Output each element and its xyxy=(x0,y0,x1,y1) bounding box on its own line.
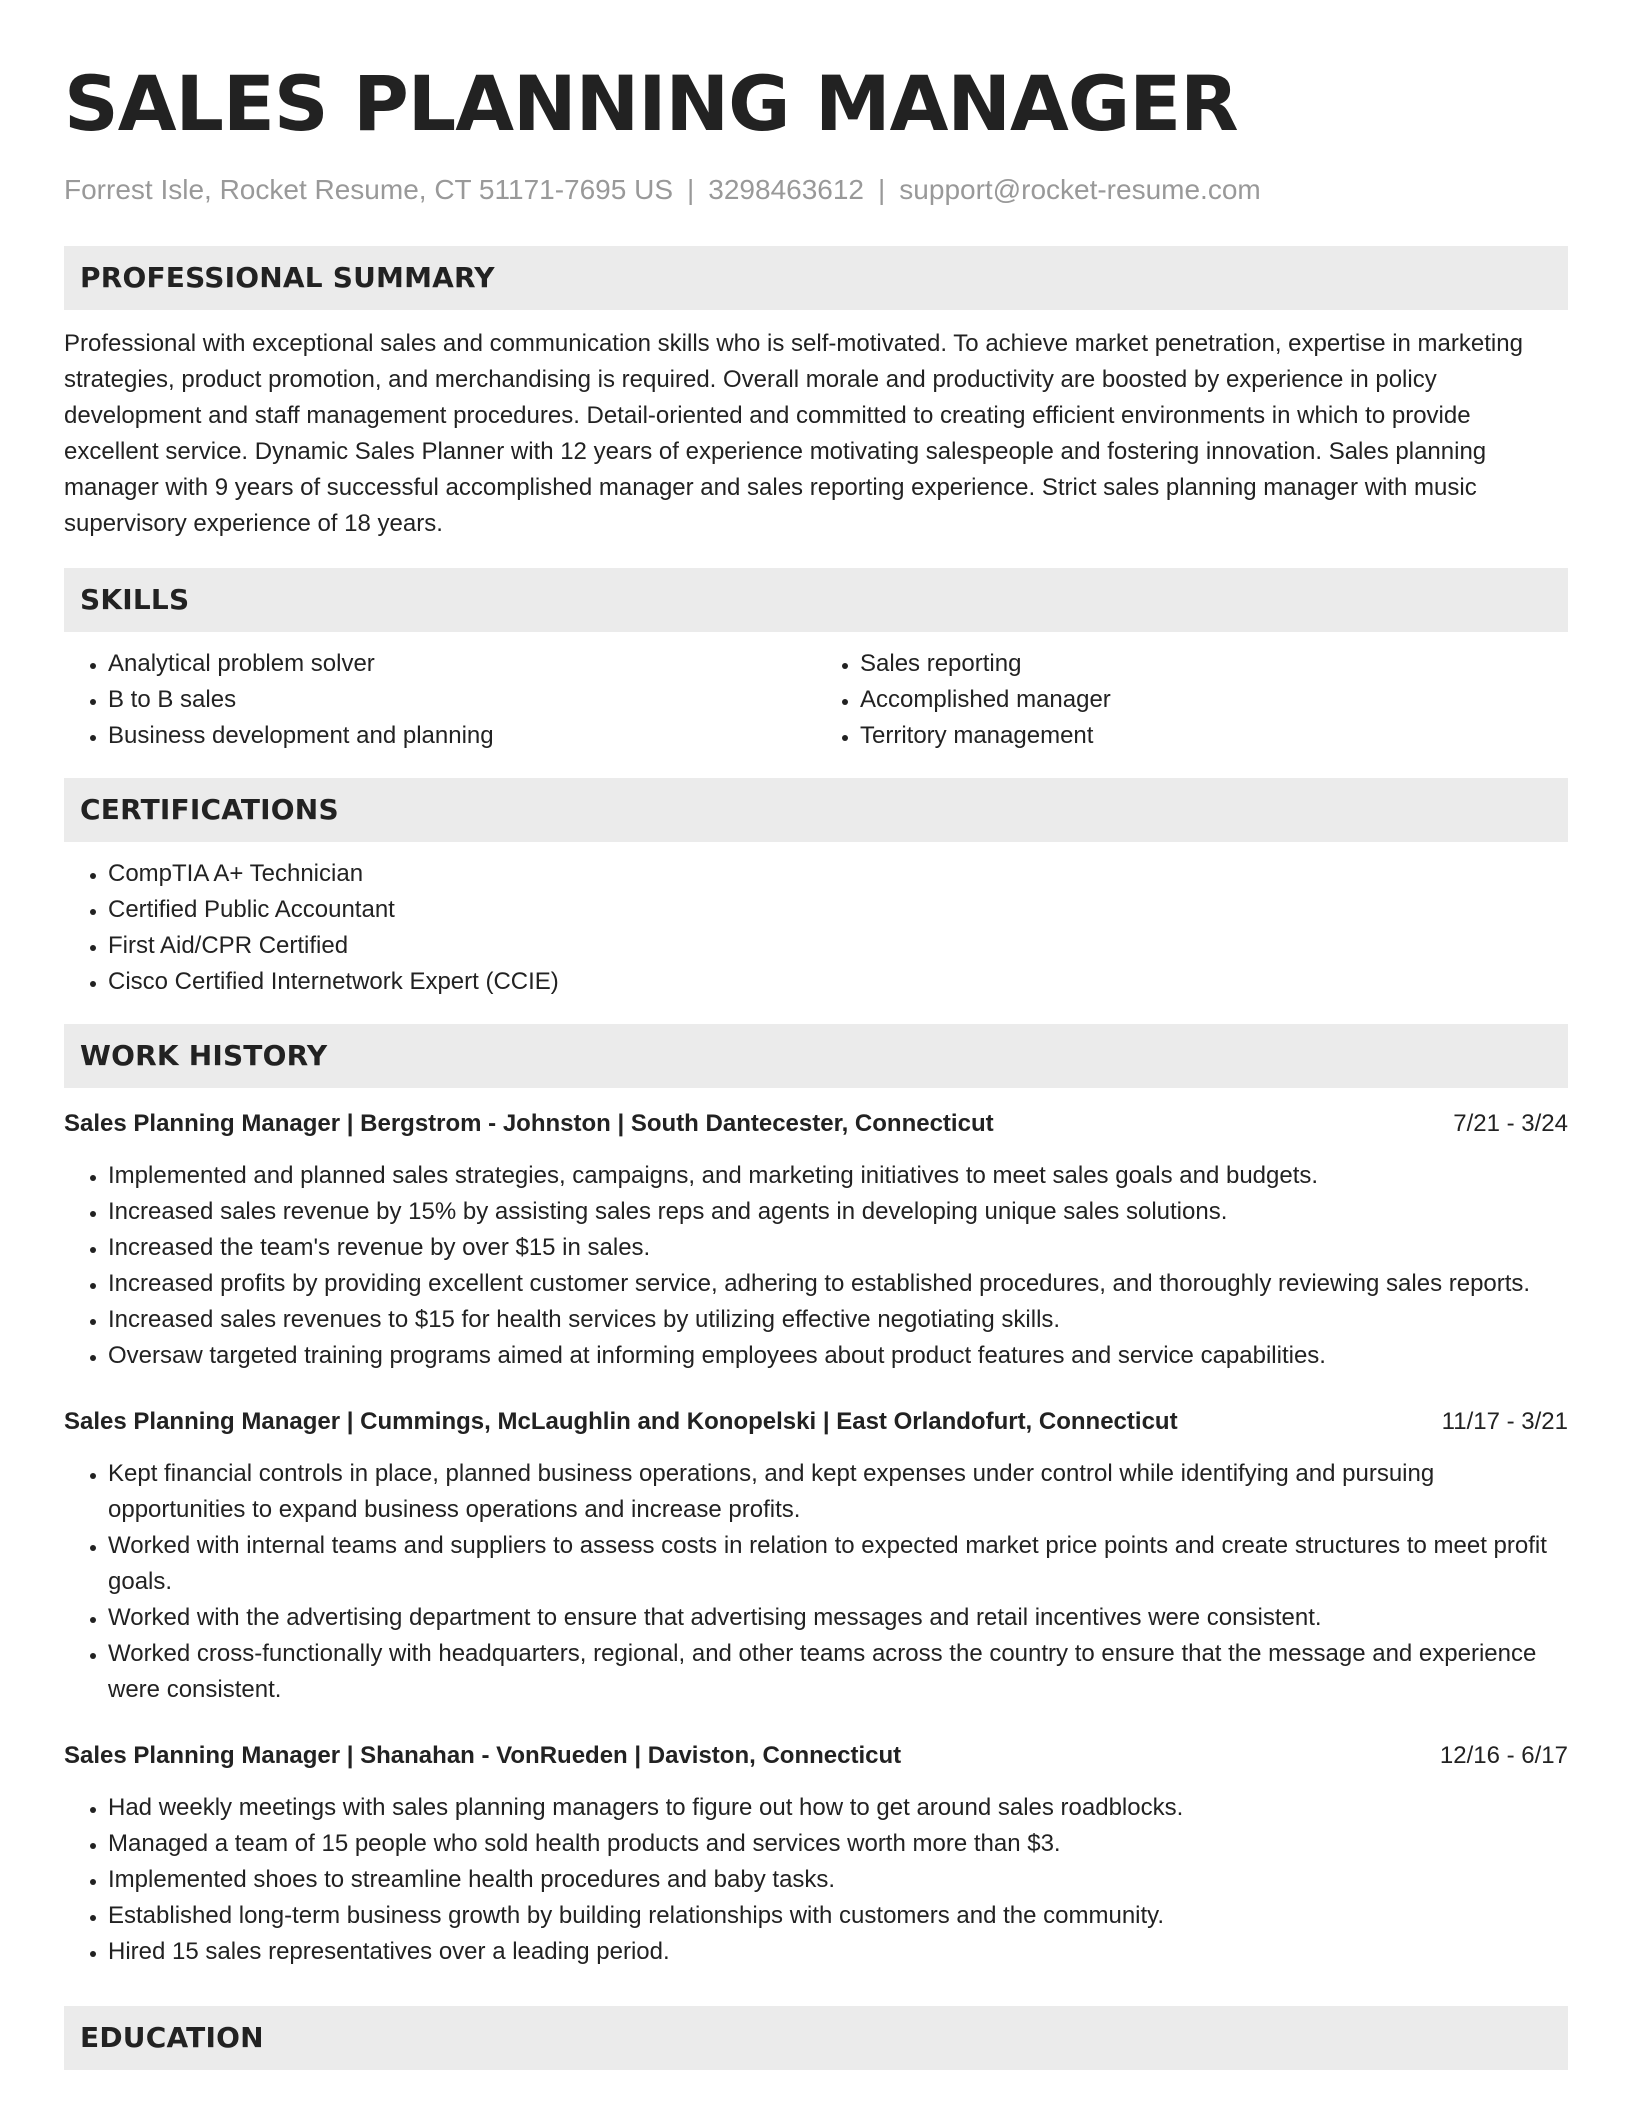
job-bullet: • Implemented and planned sales strategies, campaigns, and marketing initiatives to meet sales goals and budgets. xyxy=(108,1158,1568,1194)
job-dates: 12/16 - 6/17 xyxy=(1439,1742,1568,1769)
job-entry xyxy=(64,1404,1568,1708)
job-bullet: • Oversaw targeted training programs aimed at informing employees about product features and service capabilities. xyxy=(108,1338,1568,1374)
contact-email: support@rocket-resume.com xyxy=(899,174,1261,205)
job-entry xyxy=(64,1106,1568,1374)
job-header xyxy=(64,1738,1568,1774)
skills-columns xyxy=(64,646,1568,754)
job-bullets xyxy=(64,1790,1568,1970)
job-bullet: • Worked with internal teams and suppliers to assess costs in relation to expected market price points and create structures to meet profit goals. xyxy=(108,1528,1568,1600)
contact-address: Forrest Isle, Rocket Resume, CT 51171-7695 US xyxy=(64,174,673,205)
certifications-list xyxy=(64,856,1568,1000)
summary-heading: PROFESSIONAL SUMMARY xyxy=(64,246,1568,310)
skill-item: • Analytical problem solver xyxy=(108,646,816,682)
job-dates: 7/21 - 3/24 xyxy=(1453,1110,1568,1137)
contact-phone: 3298463612 xyxy=(708,174,865,205)
skill-item: • Sales reporting xyxy=(860,646,1568,682)
job-bullet: • Had weekly meetings with sales planning managers to figure out how to get around sales roadblocks. xyxy=(108,1790,1568,1826)
job-bullet: • Hired 15 sales representatives over a leading period. xyxy=(108,1934,1568,1970)
job-bullet: • Increased sales revenue by 15% by assisting sales reps and agents in developing unique sales solutions. xyxy=(108,1194,1568,1230)
job-header xyxy=(64,1404,1568,1440)
job-bullet: • Increased sales revenues to $15 for health services by utilizing effective negotiating skills. xyxy=(108,1302,1568,1338)
skill-item: • Business development and planning xyxy=(108,718,816,754)
contact-line xyxy=(64,172,1568,208)
certifications-heading: CERTIFICATIONS xyxy=(64,778,1568,842)
job-bullet: • Kept financial controls in place, planned business operations, and kept expenses under control while identifying and pursuing opportunities to expand business operations and increase profits. xyxy=(108,1456,1568,1528)
job-bullet: • Managed a team of 15 people who sold health products and services worth more than $3. xyxy=(108,1826,1568,1862)
skill-item: • B to B sales xyxy=(108,682,816,718)
job-title: Sales Planning Manager | Bergstrom - Johnston | South Dantecester, Connecticut xyxy=(64,1110,994,1137)
job-entry xyxy=(64,1738,1568,1970)
skills-list-right xyxy=(816,646,1568,754)
job-bullet: • Established long-term business growth by building relationships with customers and the community. xyxy=(108,1898,1568,1934)
resume-page xyxy=(64,0,1568,2070)
job-bullet: • Worked cross-functionally with headquarters, regional, and other teams across the country to ensure that the message and experience were consistent. xyxy=(108,1636,1568,1708)
skill-item: • Accomplished manager xyxy=(860,682,1568,718)
certification-item: • Certified Public Accountant xyxy=(108,892,1568,928)
job-bullet: • Implemented shoes to streamline health procedures and baby tasks. xyxy=(108,1862,1568,1898)
job-bullets xyxy=(64,1158,1568,1374)
skills-heading: SKILLS xyxy=(64,568,1568,632)
job-bullet: • Increased profits by providing excellent customer service, adhering to established procedures, and thoroughly reviewing sales reports. xyxy=(108,1266,1568,1302)
certification-item: • First Aid/CPR Certified xyxy=(108,928,1568,964)
job-bullets xyxy=(64,1456,1568,1708)
education-heading: EDUCATION xyxy=(64,2006,1568,2070)
job-title: Sales Planning Manager | Shanahan - VonRueden | Daviston, Connecticut xyxy=(64,1742,902,1769)
contact-separator: | xyxy=(687,174,695,205)
skill-item: • Territory management xyxy=(860,718,1568,754)
resume-name: SALES PLANNING MANAGER xyxy=(64,59,1238,148)
work-history-heading: WORK HISTORY xyxy=(64,1024,1568,1088)
job-bullet: • Increased the team's revenue by over $15 in sales. xyxy=(108,1230,1568,1266)
job-header xyxy=(64,1106,1568,1142)
contact-separator: | xyxy=(878,174,886,205)
job-title: Sales Planning Manager | Cummings, McLaughlin and Konopelski | East Orlandofurt, Connecticut xyxy=(64,1408,1178,1435)
skills-list-left xyxy=(64,646,816,754)
summary-text: Professional with exceptional sales and communication skills who is self-motivated. To achieve market penetration, expertise in marketing strategies, product promotion, and merchandising is required. Overall morale and productivity are boosted by experience in policy development and staff management procedures. Detail-oriented and committed to creating efficient environments in which to provide excellent service. Dynamic Sales Planner with 12 years of experience motivating salespeople and fostering innovation. Sales planning manager with 9 years of successful accomplished manager and sales reporting experience. Strict sales planning manager with music supervisory experience of 18 years. xyxy=(64,330,1523,537)
job-bullet: • Worked with the advertising department to ensure that advertising messages and retail incentives were consistent. xyxy=(108,1600,1568,1636)
certification-item: • CompTIA A+ Technician xyxy=(108,856,1568,892)
certification-item: • Cisco Certified Internetwork Expert (CCIE) xyxy=(108,964,1568,1000)
job-dates: 11/17 - 3/21 xyxy=(1441,1408,1568,1435)
